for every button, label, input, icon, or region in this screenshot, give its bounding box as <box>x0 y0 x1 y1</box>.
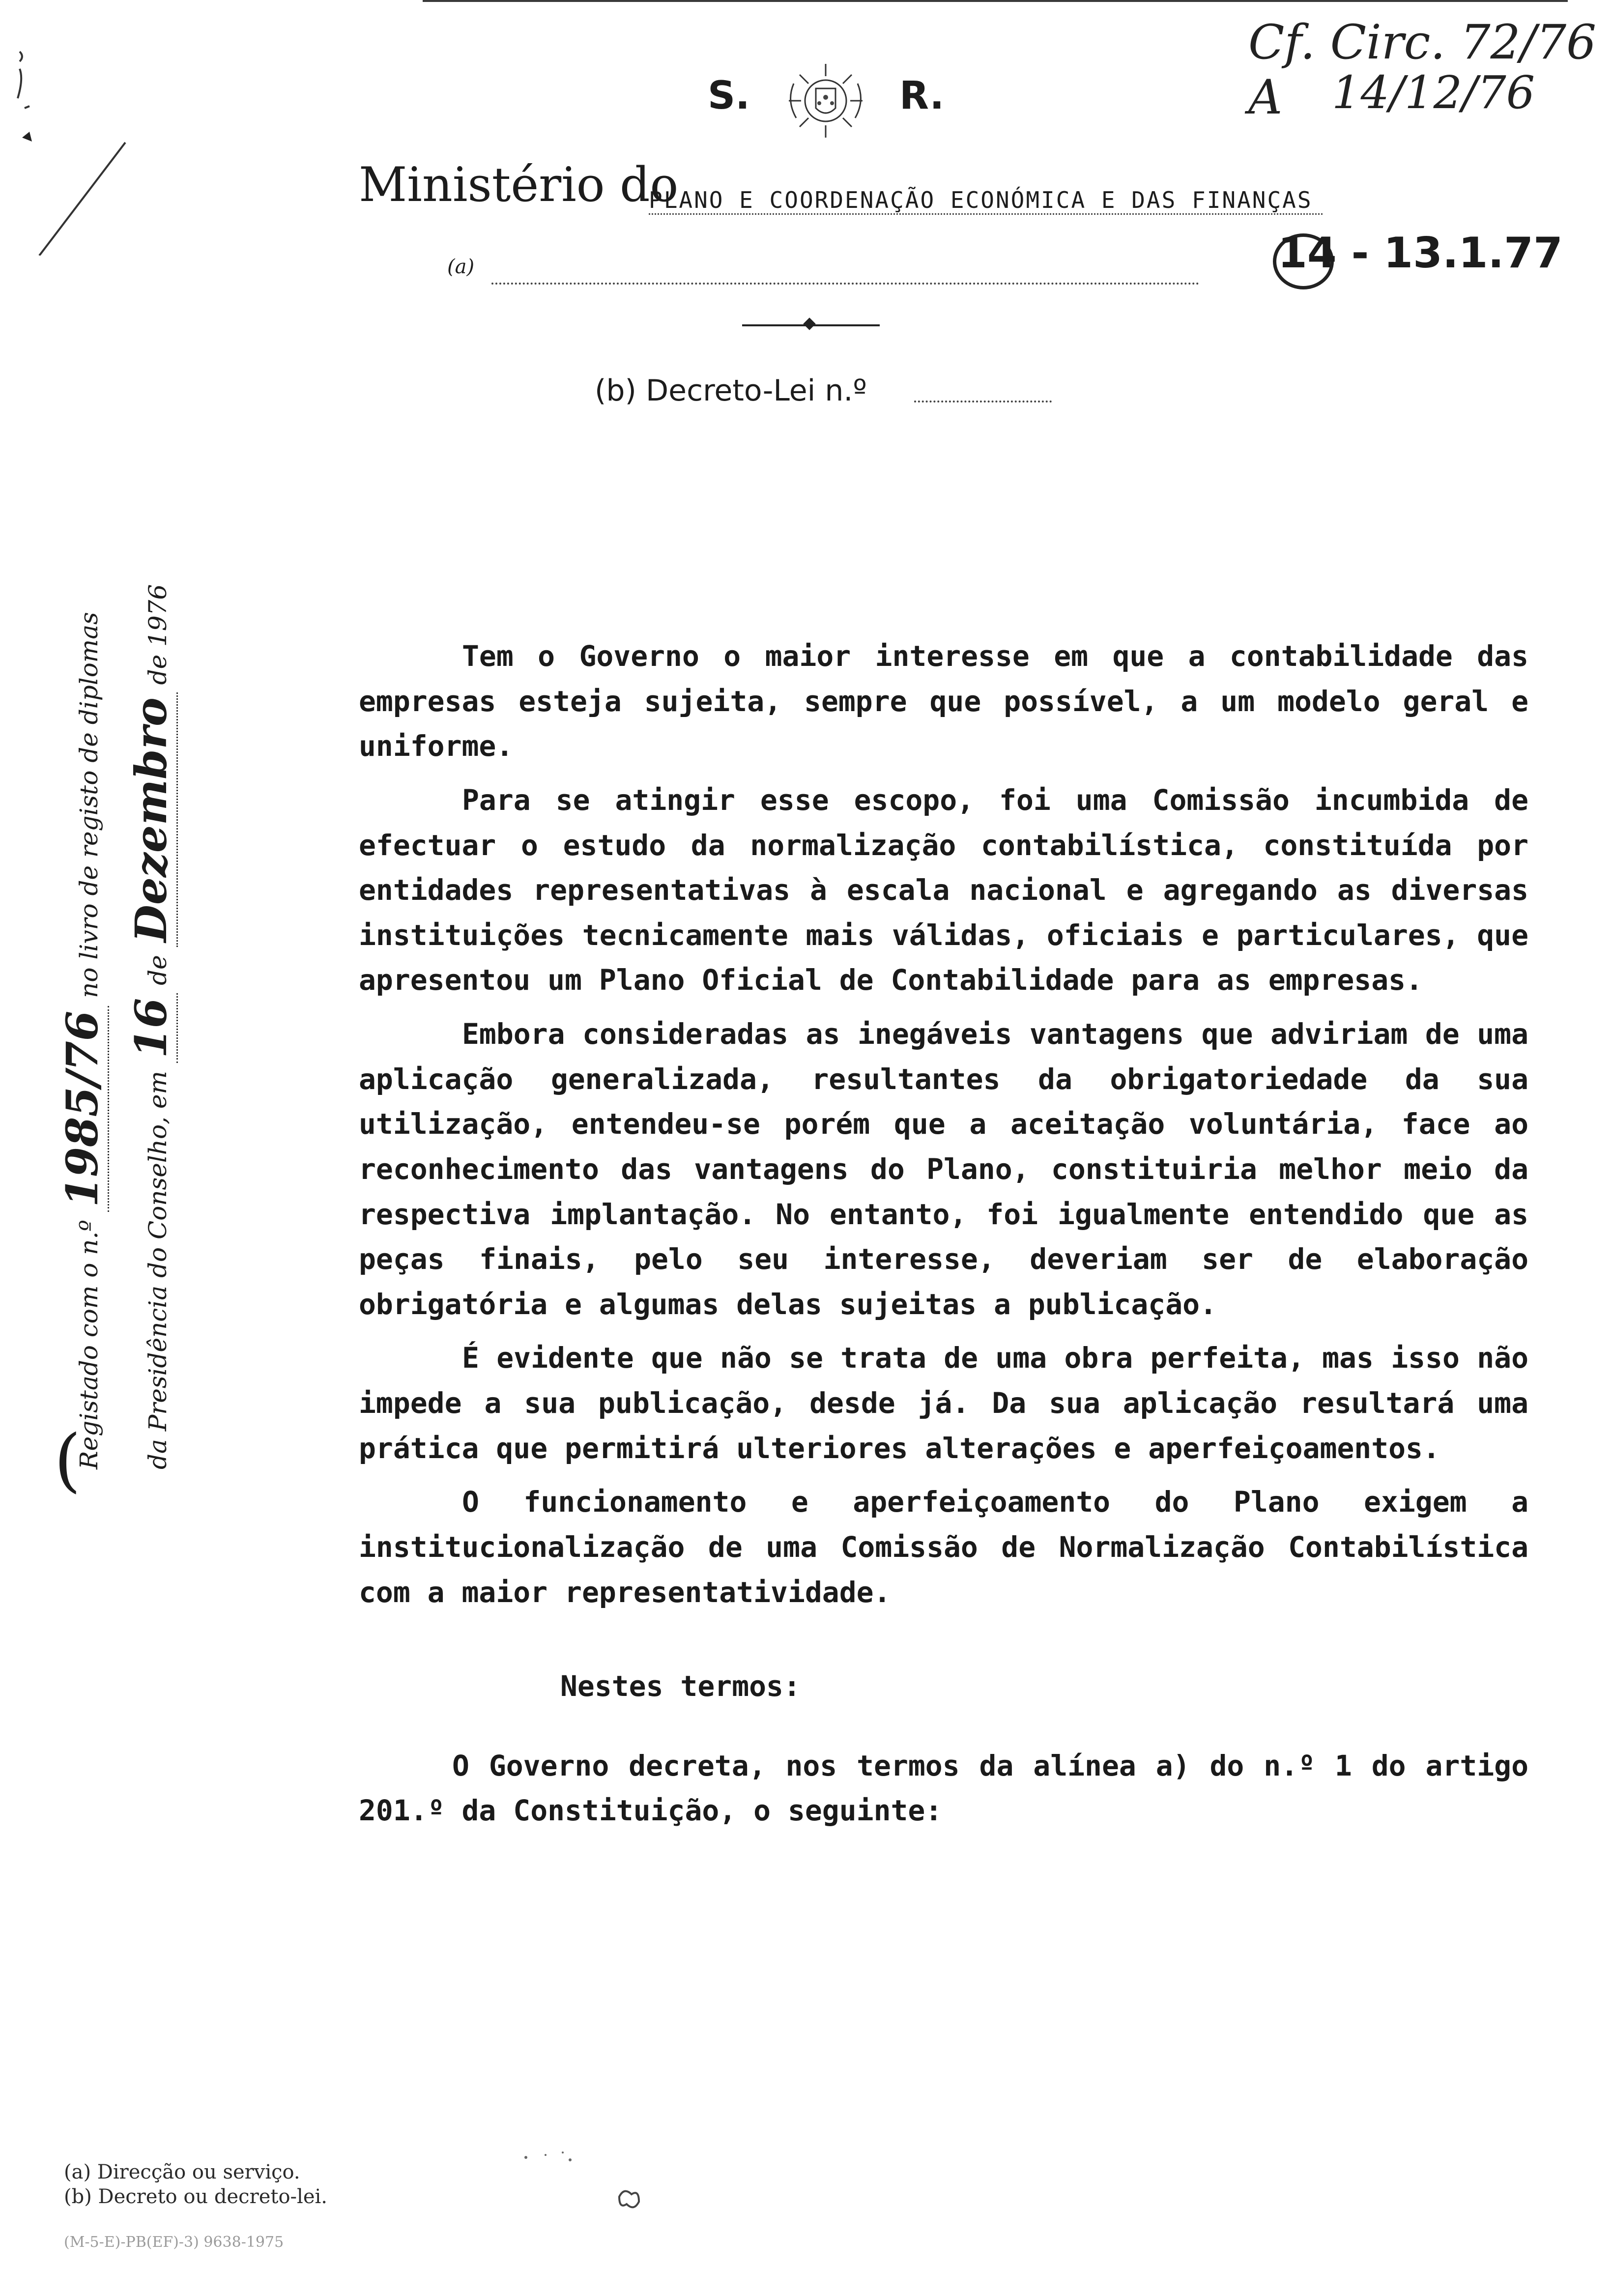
direction-field-dots <box>491 283 1199 285</box>
registration-line-1 <box>57 612 108 1469</box>
preamble-paragraph-4: É evidente que não se trata de uma obra perfeita, mas isso não impede a sua publicação, desde já. Da sua aplicação resultará uma prática que permitirá ulteriores alterações e aperfeiçoamentos. <box>359 1341 1528 1465</box>
handwritten-register-stamp <box>1278 229 1563 278</box>
registration-year: de 1976 <box>144 584 172 685</box>
registration-de: de <box>144 955 172 985</box>
header-letter-s: S. <box>708 74 750 118</box>
registration-note <box>52 575 184 1469</box>
registration-council: da Presidência do Conselho, em <box>144 1071 172 1469</box>
handwritten-circular-date: 14/12/76 <box>1332 66 1535 119</box>
print-code: (M-5-E)-PB(EF)-3) 9638-1975 <box>64 2234 284 2251</box>
handwritten-circular-reference: Cf. Circ. 72/76 A <box>1248 15 1597 125</box>
stamp-number: 14 <box>1278 229 1337 278</box>
ministry-word: Ministério do <box>359 157 679 212</box>
ink-blot-mark <box>614 2182 644 2211</box>
coat-of-arms-emblem <box>779 54 872 147</box>
preamble-paragraph-1: Tem o Governo o maior interesse em que a contabilidade das empresas esteja sujeita, sempre que possível, a um modelo geral e uniforme. <box>359 639 1528 763</box>
registration-month: Dezembro <box>125 692 178 947</box>
nestes-termos-heading: Nestes termos: <box>560 1669 801 1703</box>
preamble-paragraph-5: O funcionamento e aperfeiçoamento do Plano exigem a institucionalização de uma Comissão de Normalização Contabilística com a maior representatividade. <box>359 1485 1528 1609</box>
footnote-a: (a) Direcção ou serviço. <box>64 2161 300 2183</box>
divider-diamond-icon <box>803 317 815 330</box>
ministry-heading <box>359 157 1489 216</box>
registration-prefix: Registado com o n.º <box>75 1220 103 1469</box>
stamp-date: - 13.1.77 <box>1351 229 1563 278</box>
decree-body <box>359 634 1528 1842</box>
preamble-paragraph-3: Embora consideradas as inegáveis vantagens que adviriam de uma aplicação generalizada, resultantes da obrigatoriedade da sua utilização, entendeu-se porém que a aceitação voluntária, face ao reconhecimento das vantagens do Plano, constituiria melhor meio da respectiva implantação. No entanto, foi igualmente entendido que as peças finais, pelo seu interesse, deveriam ser de elaboração obrigatória e algumas delas sujeitas a publicação. <box>359 1017 1528 1321</box>
registration-number: 1985/76 <box>57 1006 109 1212</box>
registration-suffix: no livro de registo de diplomas <box>75 612 103 998</box>
margin-bracket: ( <box>54 1420 81 1500</box>
direction-field-label: (a) <box>447 256 475 278</box>
footnote-b: (b) Decreto ou decreto-lei. <box>64 2185 328 2208</box>
decree-intro-paragraph: O Governo decreta, nos termos da alínea a) do n.º 1 do artigo 201.º da Constituição, o seguinte: <box>359 1749 1528 1828</box>
registration-day: 16 <box>125 993 178 1063</box>
footnotes <box>64 2160 327 2209</box>
preamble-paragraph-2: Para se atingir esse escopo, foi uma Comissão incumbida de efectuar o estudo da normalização contabilística, constituída por entidades representativas à escala nacional e agregando as diversas instituições tecnicamente mais válidas, oficiais e particulares, que apresentou um Plano Oficial de Contabilidade para as empresas. <box>359 783 1528 997</box>
registration-line-2 <box>125 584 176 1469</box>
decree-number-dots <box>914 401 1052 402</box>
decree-number-label: (b) Decreto-Lei n.º <box>595 373 867 408</box>
ministry-name-field: PLANO E COORDENAÇÃO ECONÓMICA E DAS FINANÇAS <box>649 187 1323 215</box>
margin-pen-marks <box>10 49 133 256</box>
header-letter-r: R. <box>899 74 945 118</box>
top-border-line <box>423 0 1568 2</box>
